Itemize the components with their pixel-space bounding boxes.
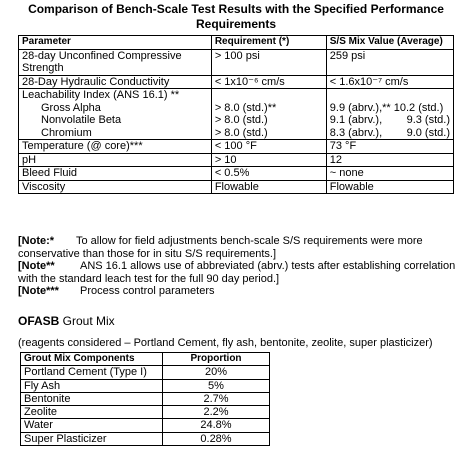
table-row: [19, 75, 454, 89]
req-cell: > 10: [211, 153, 326, 167]
header-mix-value: S/S Mix Value (Average): [326, 36, 453, 50]
req-cell: Flowable: [211, 180, 326, 194]
proportion-cell: 0.28%: [163, 432, 270, 445]
table-row: [19, 102, 454, 115]
document-title: [0, 2, 472, 32]
table-row: [19, 140, 454, 154]
req-cell: [211, 89, 326, 102]
note-key: [Note:*: [18, 235, 55, 247]
component-cell: Super Plasticizer: [21, 432, 163, 445]
header-parameter: Parameter: [19, 36, 212, 50]
table-row: [19, 114, 454, 127]
val-cell: ~ none: [326, 167, 453, 181]
title-line-1: Comparison of Bench-Scale Test Results with the Specified Performance: [28, 2, 444, 16]
note-key: [Note**: [18, 260, 55, 272]
val-cell: 8.3 (abrv.), 9.0 (std.): [326, 127, 453, 140]
header-proportion: Proportion: [163, 353, 270, 366]
param-cell: pH: [19, 153, 212, 167]
table-row: [19, 49, 454, 75]
table-row: [21, 392, 270, 405]
performance-comparison-table: [18, 35, 454, 194]
section-heading: [18, 314, 115, 328]
param-cell: Nonvolatile Beta: [19, 114, 212, 127]
val-cell: < 1.6x10⁻⁷ cm/s: [326, 75, 453, 89]
note-text: Process control parameters: [80, 285, 215, 297]
ofasb-suffix: Grout Mix: [59, 314, 115, 328]
param-cell: Bleed Fluid: [19, 167, 212, 181]
grout-mix-table: [20, 352, 270, 446]
val-cell: Flowable: [326, 180, 453, 194]
note-2: [18, 260, 458, 285]
ofasb-name: OFASB: [18, 314, 60, 328]
val-cell: 73 °F: [326, 140, 453, 154]
proportion-cell: 24.8%: [163, 419, 270, 432]
table-row: [21, 432, 270, 445]
table-row: [19, 167, 454, 181]
param-cell: Leachability Index (ANS 16.1) **: [19, 89, 212, 102]
req-cell: > 8.0 (std.): [211, 127, 326, 140]
val-cell: 12: [326, 153, 453, 167]
note-text: To allow for field adjustments bench-scale S/S requirements were more conservative than those for in situ S/S requirements.]: [18, 235, 423, 260]
val-cell: 9.1 (abrv.), 9.3 (std.): [326, 114, 453, 127]
req-cell: > 8.0 (std.)**: [211, 102, 326, 115]
param-cell: Viscosity: [19, 180, 212, 194]
table-row: [19, 127, 454, 140]
component-cell: Water: [21, 419, 163, 432]
table-header-row: [19, 36, 454, 50]
req-cell: < 100 °F: [211, 140, 326, 154]
req-cell: > 100 psi: [211, 49, 326, 75]
header-components: Grout Mix Components: [21, 353, 163, 366]
val-cell: 9.9 (abrv.),** 10.2 (std.): [326, 102, 453, 115]
table-row: [19, 153, 454, 167]
notes-section: [18, 235, 458, 298]
val-cell: 259 psi: [326, 49, 453, 75]
table-row: [21, 406, 270, 419]
note-3: [18, 285, 458, 298]
param-cell: 28-Day Hydraulic Conductivity: [19, 75, 212, 89]
component-cell: Portland Cement (Type I): [21, 366, 163, 379]
component-cell: Zeolite: [21, 406, 163, 419]
proportion-cell: 5%: [163, 379, 270, 392]
table-row: [21, 419, 270, 432]
proportion-cell: 20%: [163, 366, 270, 379]
req-cell: > 8.0 (std.): [211, 114, 326, 127]
note-text: ANS 16.1 allows use of abbreviated (abrv.) tests after establishing correlation with the standard leach test for the full 90 day period.]: [18, 260, 456, 285]
component-cell: Fly Ash: [21, 379, 163, 392]
grout-header-row: [21, 353, 270, 366]
param-cell: Chromium: [19, 127, 212, 140]
proportion-cell: 2.2%: [163, 406, 270, 419]
header-requirement: Requirement (*): [211, 36, 326, 50]
reagents-text: (reagents considered – Portland Cement, fly ash, bentonite, zeolite, super plasticizer): [18, 337, 433, 349]
table-row: [21, 379, 270, 392]
title-line-2: Requirements: [195, 17, 277, 31]
param-cell: Temperature (@ core)***: [19, 140, 212, 154]
note-key: [Note***: [18, 285, 59, 297]
req-cell: < 1x10⁻⁶ cm/s: [211, 75, 326, 89]
proportion-cell: 2.7%: [163, 392, 270, 405]
val-cell: [326, 89, 453, 102]
component-cell: Bentonite: [21, 392, 163, 405]
table-row: [19, 89, 454, 102]
param-cell: 28-day Unconfined Compressive Strength: [19, 49, 212, 75]
note-1: [18, 235, 458, 260]
req-cell: < 0.5%: [211, 167, 326, 181]
table-row: [21, 366, 270, 379]
table-row: [19, 180, 454, 194]
param-cell: Gross Alpha: [19, 102, 212, 115]
